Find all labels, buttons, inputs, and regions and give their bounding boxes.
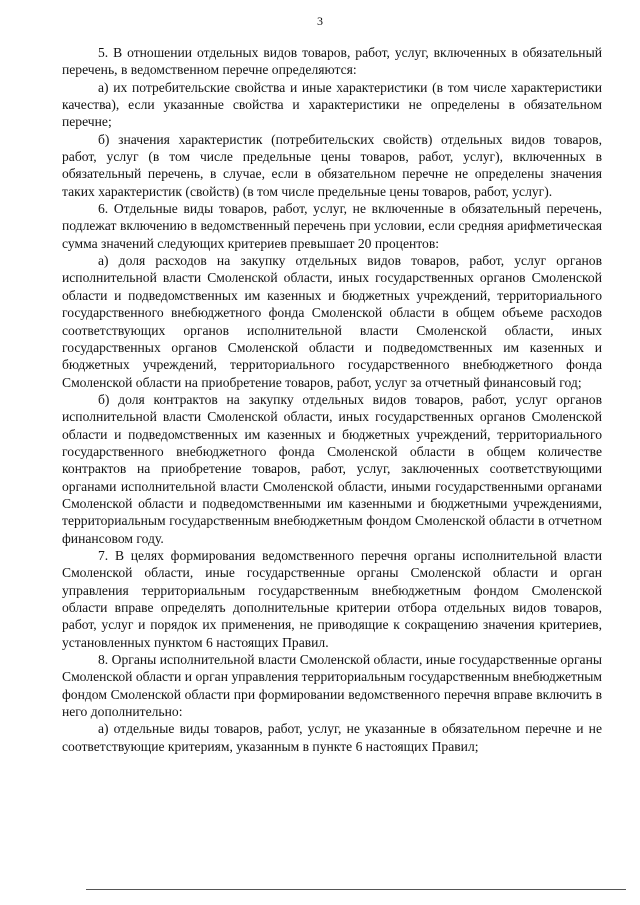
paragraph-5a: а) их потребительские свойства и иные характеристики (в том числе характеристики качества), если указанные свойства и характеристики не определены в обязательном перечне; — [62, 79, 602, 130]
paragraph-5b: б) значения характеристик (потребительских свойств) отдельных видов товаров, работ, услуг (в том числе предельные цены товаров, работ, услуг), включенных в обязательный перечень, в случае, если в обязательном перечне не определены значения таких характеристик (свойств) (в том числе предельные цены товаров, работ, услуг). — [62, 131, 602, 199]
paragraph-6: 6. Отдельные виды товаров, работ, услуг, не включенные в обязательный перечень, подлежат включению в ведомственный перечень при условии, если средняя арифметическая сумма значений следующих критериев превышает 20 процентов: — [62, 201, 602, 251]
paragraph-7: 7. В целях формирования ведомственного перечня органы исполнительной власти Смоленской области, иные государственные органы Смоленской области и орган управления территориальным государственным внебюджетным фондом Смоленской области вправе определять дополнительные критерии отбора отдельных видов товаров, работ, услуг и порядок их применения, не приводящие к сокращению значения критериев, установленных пунктом 6 настоящих Правил. — [62, 547, 602, 650]
paragraph-8a: а) отдельные виды товаров, работ, услуг, не указанные в обязательном перечне и не соответствующие критериям, указанным в пункте 6 настоящих Правил; — [62, 721, 602, 754]
paragraph-8: 8. Органы исполнительной власти Смоленской области, иные государственные органы Смоленской области и орган управления территориальным государственным внебюджетным фондом Смоленской области при формировании ведомственного перечня вправе включить в него дополнительно: — [62, 652, 602, 720]
paragraph-6a: а) доля расходов на закупку отдельных видов товаров, работ, услуг органов исполнительной власти Смоленской области, иных государственных органов Смоленской области и подведомственных им казенных и бюджетных учреждений, территориального государственного внебюджетного фонда Смоленской области в общем объеме расходов соответствующих органов исполнительной власти Смоленской области, иных государственных органов Смоленской области и подведомственных им казенных и бюджетных учреждений, территориального государственного внебюджетного фонда Смоленской области на приобретение товаров, работ, услуг за отчетный финансовый год; — [62, 253, 602, 390]
paragraph-6b: б) доля контрактов на закупку отдельных видов товаров, работ, услуг органов исполнительной власти Смоленской области, иных государственных органов Смоленской области и подведомственных им казенных и бюджетных учреждений, территориального государственного внебюджетного фонда Смоленской области в общем количестве контрактов на приобретение товаров, работ, услуг, заключенных соответствующими органами исполнительной власти Смоленской области, иными государственными органами Смоленской области и подведомственными им казенными и бюджетными учреждениями, территориальным государственным внебюджетным фондом Смоленской области в отчетном финансовом году. — [62, 391, 602, 546]
document-body — [62, 44, 602, 755]
paragraph-5: 5. В отношении отдельных видов товаров, работ, услуг, включенных в обязательный перечень, в ведомственном перечне определяются: — [62, 45, 602, 78]
bottom-divider — [86, 889, 626, 890]
page-number: 3 — [317, 14, 323, 28]
